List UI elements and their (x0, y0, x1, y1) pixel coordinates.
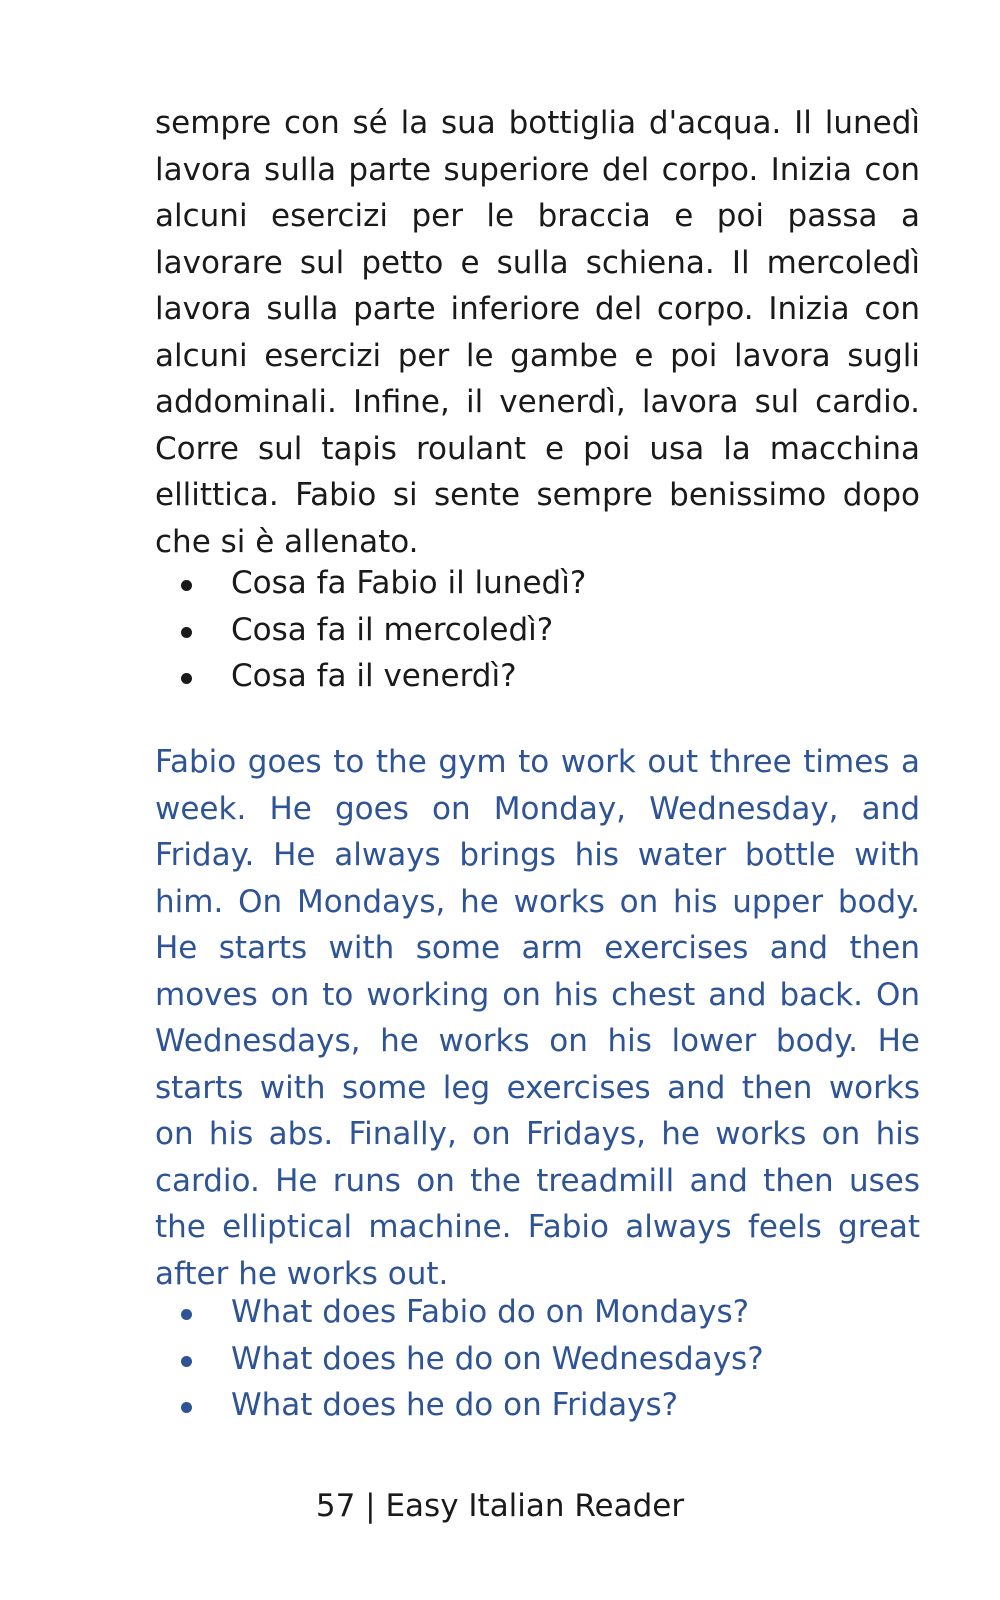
page-footer: 57 | Easy Italian Reader (315, 1488, 685, 1524)
list-item (155, 653, 920, 700)
question-text: What does Fabio do on Mondays? (231, 1294, 750, 1330)
list-item (155, 607, 920, 654)
question-text: Cosa fa il venerdì? (231, 658, 517, 694)
list-item (155, 1289, 920, 1336)
bullet-icon (181, 627, 192, 638)
question-text: Cosa fa Fabio il lunedì? (231, 565, 587, 601)
italian-questions-list (155, 560, 920, 700)
english-paragraph: Fabio goes to the gym to work out three times a week. He goes on Monday, Wednesday, and Friday. He always brings his water bottle with him. On Mondays, he works on his upper body. He starts with some arm exercises and then moves on to working on his chest and back. On Wednesdays, he works on his lower body. He starts with some leg exercises and then works on his abs. Finally, on Fridays, he works on his cardio. He runs on the treadmill and then uses the elliptical machine. Fabio always feels great after he works out. (155, 744, 920, 1292)
question-text: What does he do on Fridays? (231, 1387, 679, 1423)
list-item (155, 560, 920, 607)
list-item (155, 1336, 920, 1383)
list-item (155, 1382, 920, 1429)
bullet-icon (181, 580, 192, 591)
question-text: Cosa fa il mercoledì? (231, 611, 554, 648)
bullet-icon (181, 1356, 192, 1367)
question-text: What does he do on Wednesdays? (231, 1340, 764, 1377)
italian-paragraph: sempre con sé la sua bottiglia d'acqua. Il lunedì lavora sulla parte superiore del corpo. Inizia con alcuni esercizi per le braccia e poi passa a lavorare sul petto e sulla schiena. Il mercoledì lavora sulla parte inferiore del corpo. Inizia con alcuni esercizi per le gambe e poi lavora sugli addominali. Infine, il venerdì, lavora sul cardio. Corre sul tapis roulant e poi usa la macchina ellittica. Fabio si sente sempre benissimo dopo che si è allenato. (155, 105, 920, 560)
english-questions-list (155, 1289, 920, 1429)
bullet-icon (181, 673, 192, 684)
bullet-icon (181, 1309, 192, 1320)
bullet-icon (181, 1402, 192, 1413)
